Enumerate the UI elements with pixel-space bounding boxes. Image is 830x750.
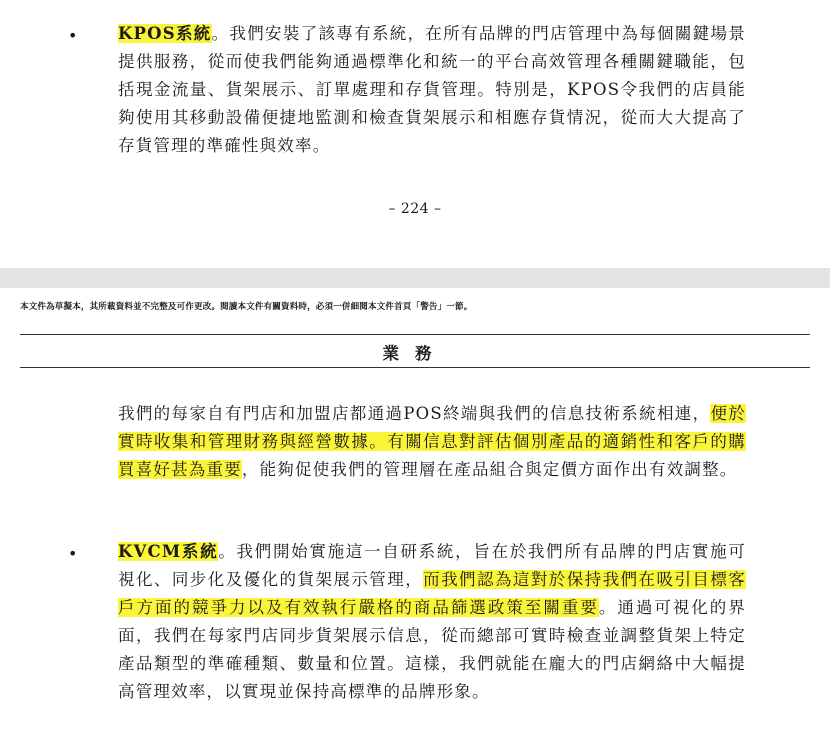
header-rule-top [20, 334, 810, 335]
kvcm-highlight: 而我們認為這對於保持我們在吸引目標客戶方面的競爭力以及有效執行嚴格的商品篩選政策至關重要 [118, 570, 746, 617]
pos-paragraph [118, 400, 746, 484]
kvcm-paragraph [118, 538, 746, 706]
kvcm-text-start: 。我們開始實施這一自研系統，旨在於我們所有品牌的門店實施可視化、同步化及優化的貨架展示管理， [118, 542, 746, 589]
draft-disclaimer: 本文件為草擬本，其所載資料並不完整及可作更改。閱讀本文件有關資料時，必須一併細閱本文件首頁「警告」一節。 [20, 302, 473, 312]
document-page-top [0, 0, 830, 268]
bullet-marker: • [68, 544, 78, 563]
page-separator [0, 268, 830, 288]
kvcm-text-end: 。通過可視化的界面，我們在每家門店同步貨架展示信息，從而總部可實時檢查並調整貨架上特定產品類型的準確種類、數量和位置。這樣，我們就能在龐大的門店網絡中大幅提高管理效率，以實現並保持高標準的品牌形象。 [118, 598, 746, 701]
kvcm-heading: KVCM系統 [118, 542, 219, 561]
pos-text-start: 我們的每家自有門店和加盟店都通過POS終端與我們的信息技術系統相連， [118, 404, 711, 423]
pos-highlight: 便於實時收集和管理財務與經營數據。有關信息對評估個別產品的適銷性和客戶的購買喜好甚為重要 [118, 404, 747, 479]
kpos-heading: KPOS系統 [118, 24, 212, 43]
page-number: – 224 – [388, 201, 442, 217]
header-rule-bottom [20, 367, 810, 368]
kpos-paragraph [118, 20, 746, 160]
section-title: 業務 [382, 344, 448, 363]
document-page-bottom [0, 288, 830, 750]
kpos-body: 。我們安裝了該專有系統，在所有品牌的門店管理中為每個關鍵場景提供服務，從而使我們能夠通過標準化和統一的平台高效管理各種關鍵職能，包括現金流量、貨架展示、訂單處理和存貨管理。特別是，KPOS令我們的店員能夠使用其移動設備便捷地監測和檢查貨架展示和相應存貨情況，從而大大提高了存貨管理的準確性與效率。 [118, 24, 746, 155]
pos-text-end: ，能夠促使我們的管理層在產品組合與定價方面作出有效調整。 [241, 460, 738, 479]
bullet-marker: • [68, 26, 78, 45]
